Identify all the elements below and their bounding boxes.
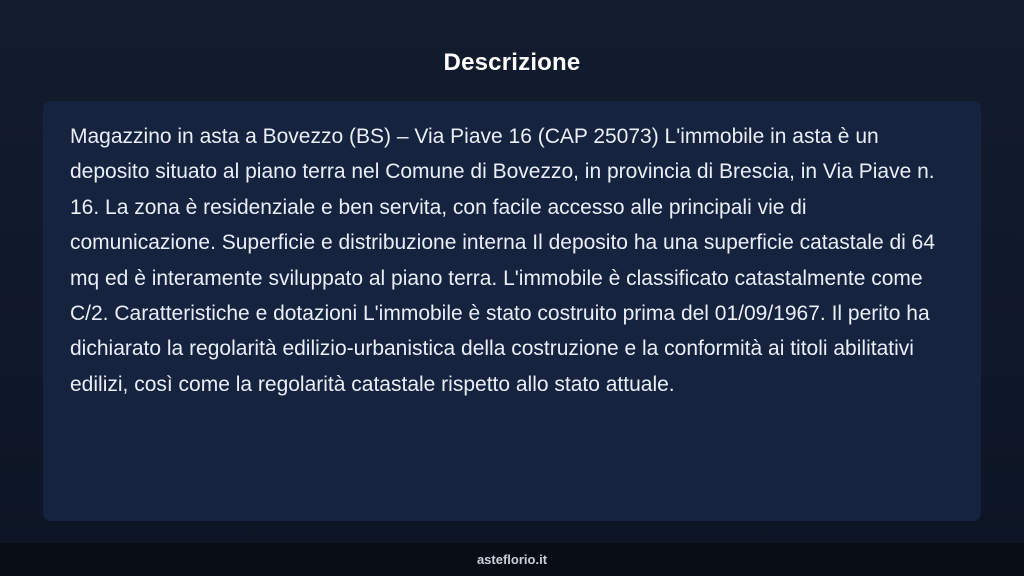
description-panel	[43, 101, 981, 521]
footer-brand: asteflorio.it	[476, 552, 548, 567]
footer	[0, 543, 1024, 576]
page-title: Descrizione	[443, 49, 581, 76]
description-text: Magazzino in asta a Bovezzo (BS) – Via Piave 16 (CAP 25073) L'immobile in asta è un deposito situato al piano terra nel Comune di Bovezzo, in provincia di Brescia, in Via Piave n. 16. La zona è residenziale e ben servita, con facile accesso alle principali vie di comunicazione. Superficie e distribuzione interna Il deposito ha una superficie catastale di 64 mq ed è interamente sviluppato al piano terra. L'immobile è classificato catastalmente come C/2. Caratteristiche e dotazioni L'immobile è stato costruito prima del 01/09/1967. Il perito ha dichiarato la regolarità edilizio-urbanistica della costruzione e la conformità ai titoli abilitativi edilizi, così come la regolarità catastale rispetto allo stato attuale.	[70, 125, 936, 396]
